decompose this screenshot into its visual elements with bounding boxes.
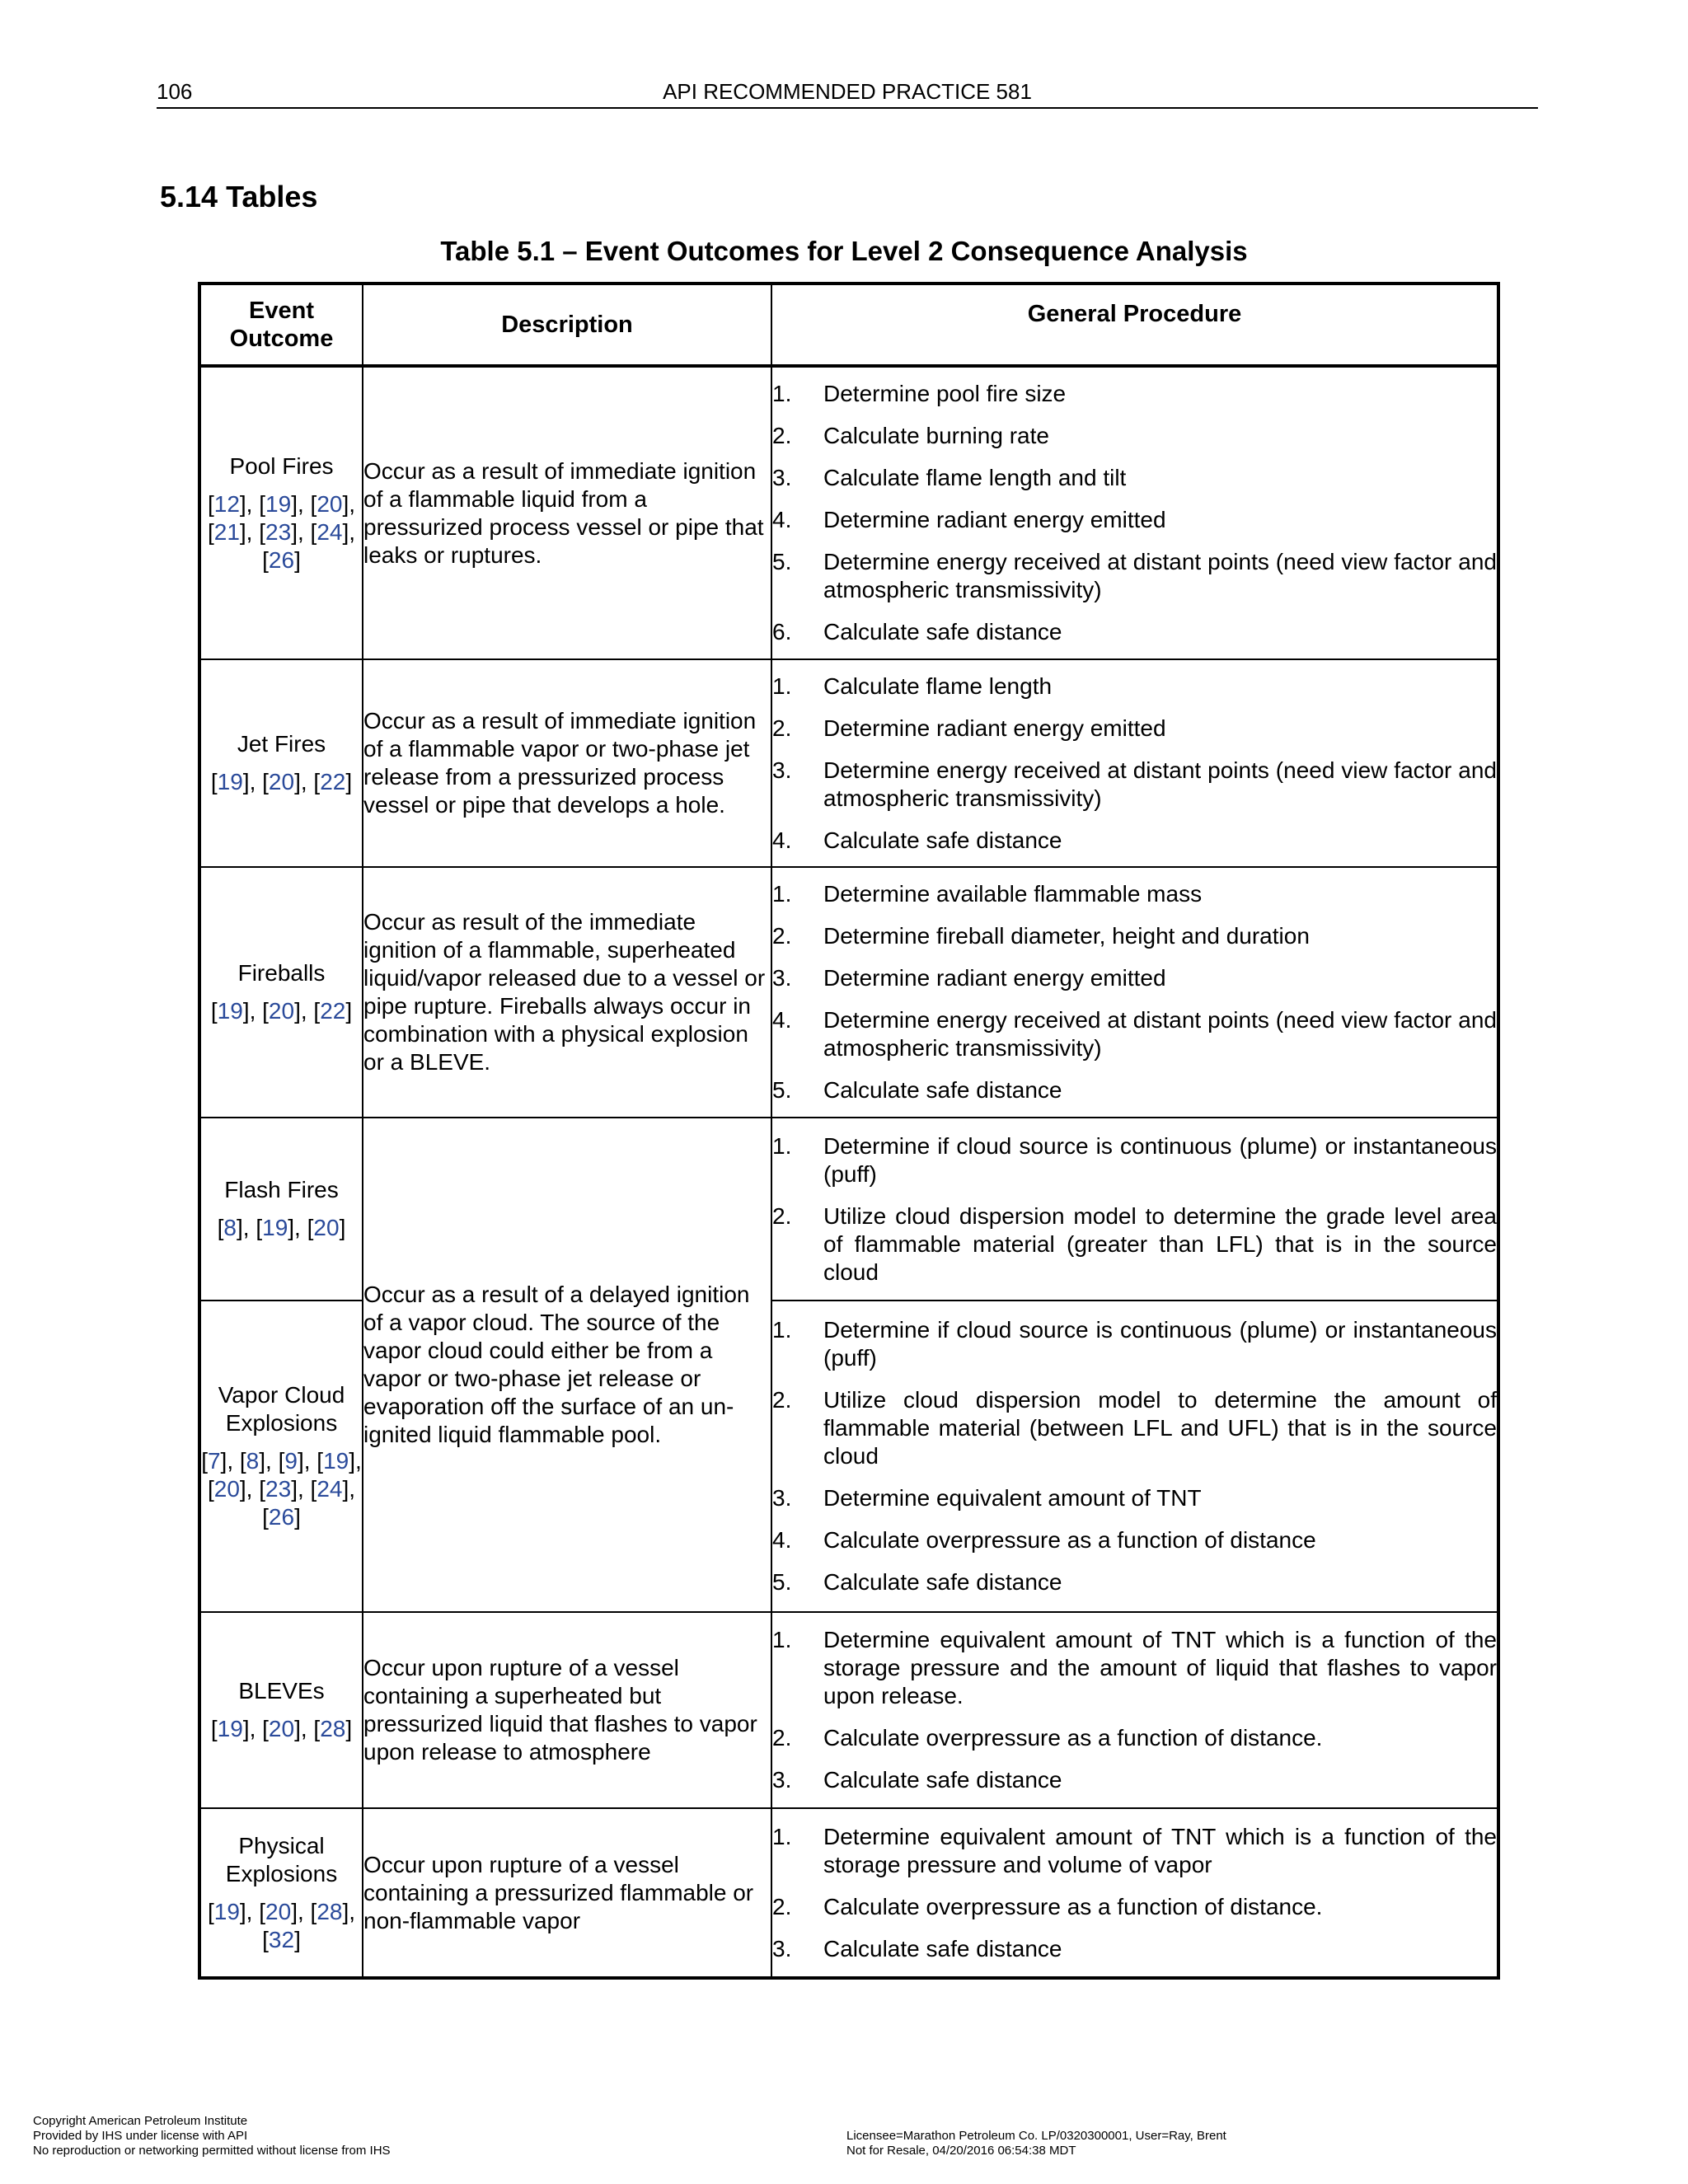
reference-list: [7], [8], [9], [19], [20], [23], [24], [26] bbox=[201, 1448, 362, 1530]
step-text: Utilize cloud dispersion model to determine the grade level area of flammable material (greater than LFL) that is in the source cloud bbox=[823, 1202, 1497, 1285]
event-name: BLEVEs bbox=[238, 1678, 325, 1704]
step-text: Calculate overpressure as a function of distance bbox=[823, 1527, 1316, 1553]
step-number: 4. bbox=[772, 827, 792, 853]
header-event-outcome: Event Outcome bbox=[199, 284, 363, 366]
reference-link[interactable]: 9 bbox=[284, 1448, 298, 1474]
procedure-step bbox=[772, 715, 1497, 743]
procedure-step bbox=[772, 1893, 1497, 1921]
reference-link[interactable]: 12 bbox=[213, 490, 240, 517]
procedure-step bbox=[772, 1386, 1497, 1470]
step-number: 2. bbox=[772, 1387, 792, 1413]
procedure-step bbox=[772, 964, 1497, 992]
procedure-steps bbox=[772, 380, 1497, 646]
step-number: 3. bbox=[772, 465, 792, 490]
reference-link[interactable]: 19 bbox=[217, 769, 243, 794]
reference-link[interactable]: 8 bbox=[223, 1215, 237, 1240]
description-cell: Occur upon rupture of a vessel containing a superheated but pressurized liquid that flashes to vapor upon release to atmosphere bbox=[363, 1612, 771, 1808]
procedure-step bbox=[772, 618, 1497, 646]
reference-link[interactable]: 26 bbox=[268, 546, 295, 573]
table-header-row bbox=[199, 284, 1498, 366]
step-number: 3. bbox=[772, 1485, 792, 1511]
procedure-step bbox=[772, 1316, 1497, 1372]
event-name: Vapor Cloud Explosions bbox=[218, 1382, 345, 1436]
step-text: Calculate safe distance bbox=[823, 827, 1062, 853]
procedure-step bbox=[772, 1766, 1497, 1794]
procedure-step bbox=[772, 506, 1497, 534]
step-number: 4. bbox=[772, 1007, 792, 1033]
event-outcome-cell bbox=[199, 1301, 363, 1612]
procedure-step bbox=[772, 1202, 1497, 1286]
step-text: Determine energy received at distant points (need view factor and atmospheric transmissivity) bbox=[823, 757, 1497, 811]
procedure-step bbox=[772, 380, 1497, 408]
reference-link[interactable]: 19 bbox=[213, 1898, 240, 1924]
reference-link[interactable]: 28 bbox=[320, 1716, 346, 1741]
step-number: 1. bbox=[772, 1627, 792, 1652]
reference-link[interactable]: 20 bbox=[268, 1716, 295, 1741]
reference-link[interactable]: 21 bbox=[213, 518, 240, 545]
step-number: 3. bbox=[772, 1935, 792, 1961]
step-number: 5. bbox=[772, 1077, 792, 1103]
reference-link[interactable]: 23 bbox=[265, 518, 292, 545]
procedure-step bbox=[772, 1484, 1497, 1512]
procedure-step bbox=[772, 1935, 1497, 1963]
procedure-step bbox=[772, 422, 1497, 450]
reference-link[interactable]: 20 bbox=[265, 1898, 292, 1924]
procedure-step bbox=[772, 1568, 1497, 1596]
table-row bbox=[199, 1612, 1498, 1808]
procedure-step bbox=[772, 880, 1497, 908]
procedure-steps bbox=[772, 1316, 1497, 1596]
step-number: 1. bbox=[772, 381, 792, 406]
description-cell: Occur upon rupture of a vessel containing a pressurized flammable or non-flammable vapor bbox=[363, 1808, 771, 1978]
step-text: Calculate safe distance bbox=[823, 619, 1062, 644]
step-text: Calculate flame length and tilt bbox=[823, 465, 1127, 490]
reference-link[interactable]: 22 bbox=[320, 769, 346, 794]
procedure-cell bbox=[771, 1808, 1498, 1978]
table-body bbox=[199, 366, 1498, 1978]
running-title: API RECOMMENDED PRACTICE 581 bbox=[663, 79, 1032, 104]
reference-link[interactable]: 28 bbox=[316, 1898, 343, 1924]
reference-link[interactable]: 19 bbox=[217, 1716, 243, 1741]
step-text: Calculate burning rate bbox=[823, 423, 1049, 448]
section-title: 5.14 Tables bbox=[160, 180, 318, 213]
event-name: Pool Fires bbox=[229, 452, 334, 479]
step-number: 2. bbox=[772, 423, 792, 448]
table-row bbox=[199, 659, 1498, 867]
step-number: 1. bbox=[772, 881, 792, 907]
procedure-step bbox=[772, 1724, 1497, 1752]
step-text: Determine available flammable mass bbox=[823, 881, 1203, 907]
reference-link[interactable]: 20 bbox=[213, 1476, 240, 1502]
reference-link[interactable]: 8 bbox=[246, 1448, 260, 1474]
footer-line: Provided by IHS under license with API bbox=[33, 2129, 248, 2143]
step-text: Calculate safe distance bbox=[823, 1935, 1062, 1961]
reference-list: [12], [19], [20], [21], [23], [24], [26] bbox=[207, 490, 356, 573]
event-outcome-cell bbox=[199, 1118, 363, 1301]
reference-link[interactable]: 20 bbox=[268, 998, 295, 1024]
step-text: Determine pool fire size bbox=[823, 381, 1067, 406]
step-text: Calculate flame length bbox=[823, 673, 1053, 699]
procedure-steps bbox=[772, 1132, 1497, 1286]
procedure-step bbox=[772, 1823, 1497, 1879]
procedure-steps bbox=[772, 880, 1497, 1104]
step-text: Determine energy received at distant points (need view factor and atmospheric transmissivity) bbox=[823, 1007, 1497, 1061]
event-outcomes-table bbox=[198, 282, 1500, 1980]
event-outcome-cell bbox=[199, 366, 363, 659]
step-text: Calculate safe distance bbox=[823, 1569, 1062, 1595]
step-number: 2. bbox=[772, 1725, 792, 1750]
step-number: 1. bbox=[772, 673, 792, 699]
procedure-cell bbox=[771, 1301, 1498, 1612]
step-text: Determine radiant energy emitted bbox=[823, 715, 1166, 741]
procedure-step bbox=[772, 464, 1497, 492]
procedure-steps bbox=[772, 1626, 1497, 1794]
procedure-step bbox=[772, 1626, 1497, 1710]
event-outcome-cell bbox=[199, 1808, 363, 1978]
reference-link[interactable]: 19 bbox=[262, 1215, 288, 1240]
procedure-step bbox=[772, 548, 1497, 604]
step-number: 4. bbox=[772, 1527, 792, 1553]
procedure-cell bbox=[771, 659, 1498, 867]
event-name: Fireballs bbox=[237, 960, 326, 986]
event-name: Flash Fires bbox=[224, 1177, 339, 1202]
procedure-step bbox=[772, 922, 1497, 950]
reference-link[interactable]: 20 bbox=[313, 1215, 340, 1240]
table-row bbox=[199, 1118, 1498, 1301]
reference-link[interactable]: 24 bbox=[316, 518, 343, 545]
step-number: 5. bbox=[772, 549, 792, 574]
procedure-step bbox=[772, 1526, 1497, 1554]
procedure-step bbox=[772, 1132, 1497, 1188]
procedure-cell bbox=[771, 867, 1498, 1118]
footer-line: Copyright American Petroleum Institute bbox=[33, 2114, 248, 2128]
procedure-steps bbox=[772, 1823, 1497, 1963]
reference-link[interactable]: 32 bbox=[268, 1926, 295, 1952]
event-outcome-cell bbox=[199, 659, 363, 867]
event-outcome-cell bbox=[199, 867, 363, 1118]
step-text: Determine radiant energy emitted bbox=[823, 507, 1166, 532]
event-name: Physical Explosions bbox=[225, 1832, 338, 1886]
footer-license bbox=[846, 2129, 1226, 2158]
procedure-step bbox=[772, 757, 1497, 813]
procedure-step bbox=[772, 827, 1497, 855]
step-number: 2. bbox=[772, 1893, 792, 1919]
step-text: Utilize cloud dispersion model to determine the amount of flammable material (between LFL and UFL) that is in the source cloud bbox=[823, 1387, 1497, 1469]
table-row bbox=[199, 366, 1498, 659]
reference-link[interactable]: 20 bbox=[268, 769, 295, 794]
procedure-steps bbox=[772, 673, 1497, 855]
procedure-step bbox=[772, 673, 1497, 701]
reference-list: [19], [20], [28] bbox=[210, 1716, 353, 1741]
step-text: Calculate overpressure as a function of distance. bbox=[823, 1725, 1323, 1750]
description-cell: Occur as a result of a delayed ignition of a vapor cloud. The source of the vapor cloud could either be from a vapor or two-phase jet release or evaporation off the surface of an un-ignited liquid flammable pool. bbox=[363, 1118, 771, 1612]
table-title: Table 5.1 – Event Outcomes for Level 2 Consequence Analysis bbox=[440, 236, 1248, 266]
reference-link[interactable]: 20 bbox=[316, 490, 343, 517]
step-text: Determine if cloud source is continuous (plume) or instantaneous (puff) bbox=[823, 1132, 1497, 1187]
step-text: Determine radiant energy emitted bbox=[823, 965, 1166, 991]
step-number: 4. bbox=[772, 507, 792, 532]
description-cell: Occur as result of the immediate ignition of a flammable, superheated liquid/vapor released due to a vessel or pipe rupture. Fireballs always occur in combination with a physical explosion or a BLEVE. bbox=[363, 867, 771, 1118]
step-number: 2. bbox=[772, 923, 792, 949]
reference-link[interactable]: 19 bbox=[323, 1448, 349, 1474]
step-text: Determine equivalent amount of TNT which is a function of the storage pressure and volume of vapor bbox=[823, 1823, 1497, 1877]
step-text: Calculate safe distance bbox=[823, 1767, 1062, 1793]
procedure-cell bbox=[771, 1118, 1498, 1301]
procedure-step bbox=[772, 1076, 1497, 1104]
header-description: Description bbox=[363, 284, 771, 366]
description-cell: Occur as a result of immediate ignition of a flammable liquid from a pressurized process vessel or pipe that leaks or ruptures. bbox=[363, 366, 771, 659]
procedure-step bbox=[772, 1006, 1497, 1062]
step-text: Determine equivalent amount of TNT which is a function of the storage pressure and the amount of liquid that flashes to vapor upon release. bbox=[823, 1627, 1497, 1708]
footer-line: Licensee=Marathon Petroleum Co. LP/0320300001, User=Ray, Brent bbox=[846, 2129, 1226, 2143]
step-number: 3. bbox=[772, 965, 792, 991]
reference-link[interactable]: 19 bbox=[265, 490, 292, 517]
step-number: 1. bbox=[772, 1132, 792, 1159]
step-number: 1. bbox=[772, 1317, 792, 1343]
step-number: 2. bbox=[772, 715, 792, 741]
step-text: Determine equivalent amount of TNT bbox=[823, 1485, 1202, 1511]
reference-link[interactable]: 26 bbox=[268, 1504, 295, 1530]
footer-copyright bbox=[33, 2114, 391, 2158]
step-text: Determine energy received at distant points (need view factor and atmospheric transmissivity) bbox=[823, 549, 1497, 602]
header-general-procedure: General Procedure bbox=[771, 284, 1498, 366]
step-text: Determine fireball diameter, height and duration bbox=[823, 923, 1310, 949]
reference-link[interactable]: 19 bbox=[217, 998, 243, 1024]
page-number: 106 bbox=[157, 79, 193, 104]
table-row bbox=[199, 1808, 1498, 1978]
reference-link[interactable]: 23 bbox=[265, 1476, 292, 1502]
reference-list: [8], [19], [20] bbox=[217, 1215, 346, 1240]
reference-list: [19], [20], [22] bbox=[210, 769, 353, 794]
step-number: 2. bbox=[772, 1202, 792, 1229]
footer-line: No reproduction or networking permitted without license from IHS bbox=[33, 2144, 391, 2158]
footer-line: Not for Resale, 04/20/2016 06:54:38 MDT bbox=[846, 2144, 1076, 2158]
step-number: 3. bbox=[772, 1767, 792, 1793]
description-cell: Occur as a result of immediate ignition of a flammable vapor or two-phase jet release from a pressurized process vessel or pipe that develops a hole. bbox=[363, 659, 771, 867]
step-text: Calculate safe distance bbox=[823, 1077, 1062, 1103]
reference-list: [19], [20], [28], [32] bbox=[207, 1898, 356, 1952]
reference-link[interactable]: 7 bbox=[207, 1448, 221, 1474]
reference-list: [19], [20], [22] bbox=[210, 998, 353, 1024]
event-name: Jet Fires bbox=[237, 731, 326, 757]
reference-link[interactable]: 22 bbox=[320, 998, 346, 1024]
reference-link[interactable]: 24 bbox=[316, 1476, 343, 1502]
step-text: Calculate overpressure as a function of distance. bbox=[823, 1893, 1323, 1919]
step-number: 5. bbox=[772, 1569, 792, 1595]
step-text: Determine if cloud source is continuous (plume) or instantaneous (puff) bbox=[823, 1317, 1497, 1371]
procedure-cell bbox=[771, 1612, 1498, 1808]
table-row bbox=[199, 867, 1498, 1118]
step-number: 6. bbox=[772, 619, 792, 644]
page-header bbox=[157, 79, 1538, 109]
procedure-cell bbox=[771, 366, 1498, 659]
step-number: 1. bbox=[772, 1823, 792, 1849]
event-outcome-cell bbox=[199, 1612, 363, 1808]
step-number: 3. bbox=[772, 757, 792, 783]
